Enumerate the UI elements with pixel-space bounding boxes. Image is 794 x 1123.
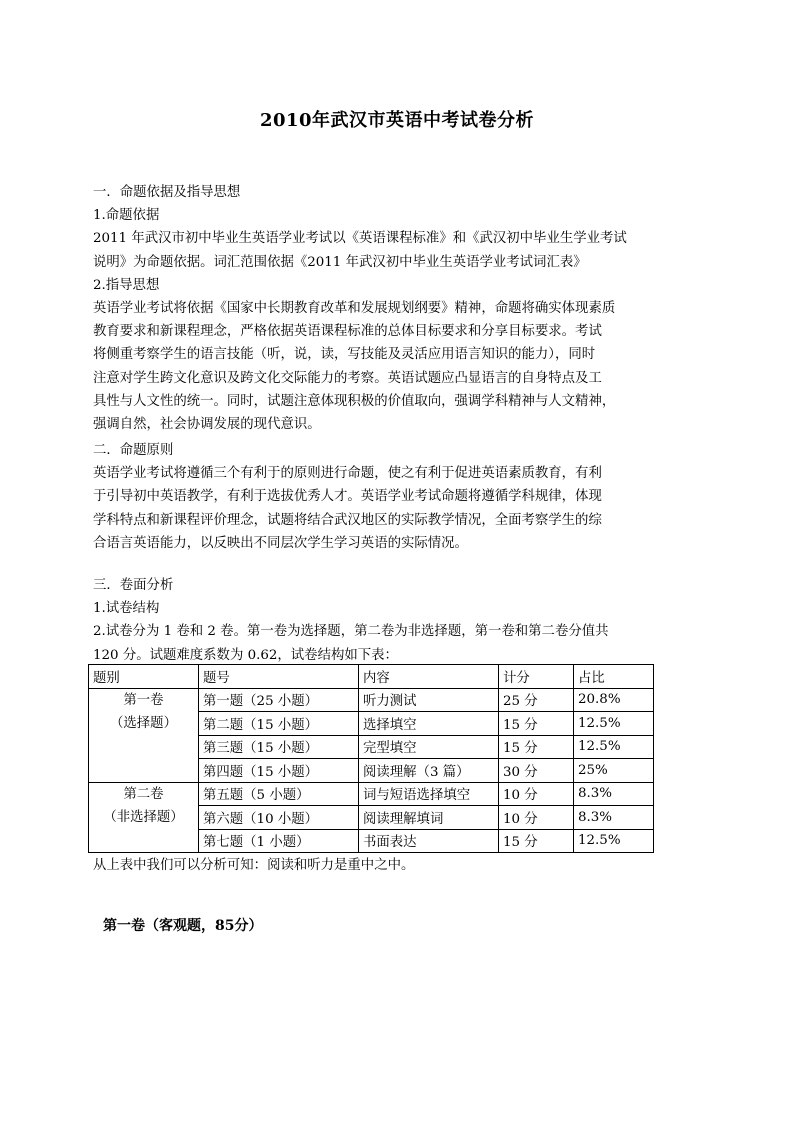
section-1-sub2-line: 教育要求和新课程理念，严格依据英语课程标准的总体目标要求和分享目标要求。考试 <box>93 324 602 340</box>
group-sublabel: （非选择题） <box>103 809 184 825</box>
section-3-sub2-line: 2.试卷分为 1 卷和 2 卷。第一卷为选择题，第二卷为非选择题，第一卷和第二卷分值共 <box>93 624 609 640</box>
table-cell: 12.5% <box>574 829 654 853</box>
table-header-cell: 内容 <box>359 665 499 689</box>
section-1-sub2-heading: 2.指导思想 <box>93 277 160 293</box>
table-cell: 8.3% <box>574 782 654 806</box>
table-cell: 第四题（15 小题） <box>199 759 359 783</box>
section-2-line: 英语学业考试将遵循三个有利于的原则进行命题，使之有利于促进英语素质教育，有利 <box>93 466 602 482</box>
table-cell: 第五题（5 小题） <box>199 782 359 806</box>
table-cell: 听力测试 <box>359 688 499 712</box>
group-cell-volume-2 <box>89 782 199 853</box>
table-cell: 12.5% <box>574 712 654 736</box>
table-header-cell: 计分 <box>499 665 574 689</box>
table-row <box>89 782 654 806</box>
part-1-heading: 第一卷（客观题，85分） <box>103 918 263 934</box>
table-cell: 阅读理解（3 篇） <box>359 759 499 783</box>
section-2-line: 合语言英语能力，以反映出不同层次学生学习英语的实际情况。 <box>93 535 468 551</box>
table-cell: 25 分 <box>499 688 574 712</box>
table-cell: 20.8% <box>574 688 654 712</box>
group-cell-volume-1 <box>89 688 199 782</box>
group-sublabel: （选择题） <box>110 715 177 731</box>
table-cell: 12.5% <box>574 735 654 759</box>
group-label: 第一卷 <box>123 692 164 708</box>
table-cell: 第六题（10 小题） <box>199 806 359 830</box>
table-cell: 8.3% <box>574 806 654 830</box>
section-1-sub1-line: 说明》为命题依据。词汇范围依据《2011 年武汉初中毕业生英语学业考试词汇表》 <box>93 254 587 270</box>
section-1-sub2-line: 将侧重考察学生的语言技能（听，说，读，写技能及灵活应用语言知识的能力），同时 <box>93 347 596 363</box>
exam-structure-table <box>88 664 654 853</box>
section-1-sub2-line: 英语学业考试将依据《国家中长期教育改革和发展规划纲要》精神，命题将确实体现素质 <box>93 301 616 317</box>
table-cell: 30 分 <box>499 759 574 783</box>
section-1-sub1-line: 2011 年武汉市初中毕业生英语学业考试以《英语课程标准》和《武汉初中毕业生学业考试 <box>93 231 627 247</box>
table-header-cell: 题别 <box>89 665 199 689</box>
section-1-sub2-line: 注意对学生跨文化意识及跨文化交际能力的考察。英语试题应凸显语言的自身特点及工 <box>93 370 602 386</box>
section-2-line: 于引导初中英语教学，有利于选拔优秀人才。英语学业考试命题将遵循学科规律，体现 <box>93 489 602 505</box>
section-1-sub2-line: 具性与人文性的统一。同时，试题注意体现积极的价值取向，强调学科精神与人文精神， <box>93 393 616 409</box>
section-1-heading: 一．命题依据及指导思想 <box>93 185 241 200</box>
table-row <box>89 688 654 712</box>
table-cell: 选择填空 <box>359 712 499 736</box>
table-cell: 第一题（25 小题） <box>199 688 359 712</box>
table-cell: 15 分 <box>499 712 574 736</box>
section-3 <box>93 574 703 667</box>
document-title: 2010年武汉市英语中考试卷分析 <box>259 110 535 131</box>
section-3-sub1-heading: 1.试卷结构 <box>93 601 160 617</box>
table-header-cell: 题号 <box>199 665 359 689</box>
table-cell: 词与短语选择填空 <box>359 782 499 806</box>
table-cell: 15 分 <box>499 829 574 853</box>
group-label: 第二卷 <box>123 786 164 802</box>
table-conclusion: 从上表中我们可以分析可知：阅读和听力是重中之中。 <box>93 858 415 873</box>
section-2 <box>93 439 703 555</box>
table-cell: 10 分 <box>499 782 574 806</box>
section-1 <box>93 181 703 436</box>
table-cell: 书面表达 <box>359 829 499 853</box>
section-2-line: 学科特点和新课程评价理念，试题将结合武汉地区的实际教学情况，全面考察学生的综 <box>93 512 602 528</box>
table-header-cell: 占比 <box>574 665 654 689</box>
table-cell: 15 分 <box>499 735 574 759</box>
table-cell: 第三题（15 小题） <box>199 735 359 759</box>
section-2-heading: 二．命题原则 <box>93 443 174 458</box>
table-cell: 阅读理解填词 <box>359 806 499 830</box>
table-cell: 25% <box>574 759 654 783</box>
table-cell: 第二题（15 小题） <box>199 712 359 736</box>
table-cell: 10 分 <box>499 806 574 830</box>
table-conclusion-block <box>93 854 703 877</box>
section-3-sub2-line: 120 分。试题难度系数为 0.62，试卷结构如下表： <box>93 647 398 663</box>
section-1-sub2-line: 强调自然，社会协调发展的现代意识。 <box>93 417 321 433</box>
section-3-heading: 三．卷面分析 <box>93 578 174 593</box>
table-cell: 完型填空 <box>359 735 499 759</box>
table-header-row <box>89 665 654 689</box>
section-1-sub1-heading: 1.命题依据 <box>93 208 160 224</box>
table-cell: 第七题（1 小题） <box>199 829 359 853</box>
